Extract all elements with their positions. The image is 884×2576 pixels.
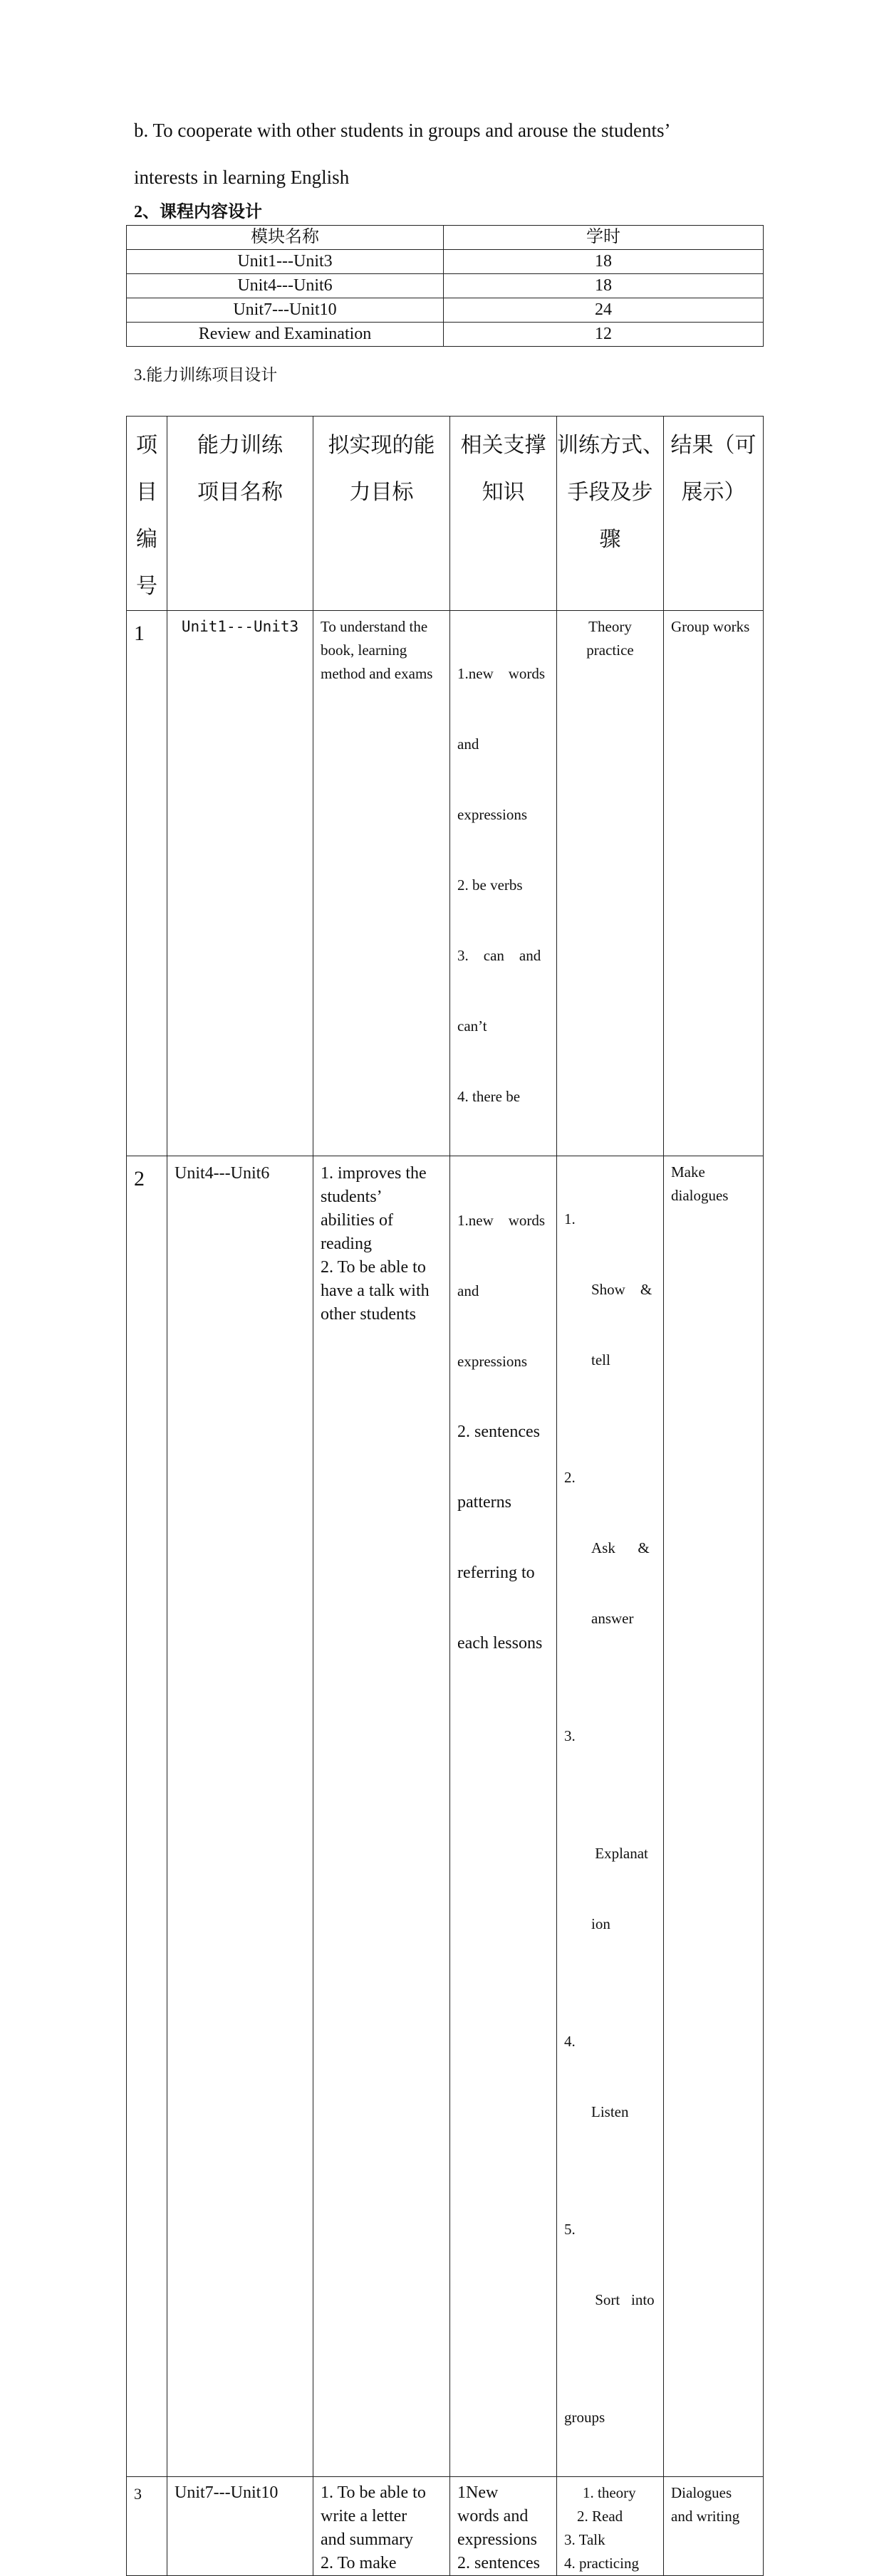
table-header-row xyxy=(127,226,764,250)
header-training-method xyxy=(557,417,664,611)
header-text: 编 xyxy=(136,528,157,551)
ability-goal xyxy=(313,1156,450,2477)
table-row xyxy=(127,250,764,274)
goal-line: To understand the xyxy=(321,618,428,635)
knowledge-line: expressions xyxy=(457,806,527,823)
header-text: 目 xyxy=(136,481,157,504)
goal-line: students’ xyxy=(321,1188,383,1206)
goal-line: abilities of xyxy=(321,1211,393,1230)
module-hours: 24 xyxy=(444,298,764,323)
table-row xyxy=(127,323,764,347)
knowledge-line: 2. sentences xyxy=(457,2554,540,2572)
result xyxy=(664,611,764,1156)
header-text: 手段及步 xyxy=(567,481,653,504)
module-name: Unit4---Unit6 xyxy=(127,274,444,298)
intro-line-1: b. To cooperate with other students in groups and arouse the students’ xyxy=(134,120,671,141)
header-text: 相关支撑 xyxy=(460,434,546,457)
method-line: practice xyxy=(586,642,634,659)
section-2-heading: 2、课程内容设计 xyxy=(134,203,262,221)
goal-line: have a talk with xyxy=(321,1282,430,1300)
header-text: 号 xyxy=(136,575,157,598)
goal-line: book, learning xyxy=(321,642,407,659)
header-text: 展示） xyxy=(681,481,746,504)
header-module-name: 模块名称 xyxy=(127,226,444,250)
knowledge-line: can’t xyxy=(457,1017,487,1035)
intro-line-2: interests in learning English xyxy=(134,167,350,188)
method-item-text: Show & xyxy=(591,1281,652,1298)
result-line: Dialogues xyxy=(671,2484,732,2501)
training-project-table xyxy=(126,416,764,2576)
project-name: Unit1---Unit3 xyxy=(167,611,313,1156)
goal-line: and summary xyxy=(321,2530,413,2549)
method-item-text: Listen xyxy=(591,2103,629,2120)
support-knowledge xyxy=(450,1156,557,2477)
knowledge-line: 1New xyxy=(457,2483,499,2502)
method-item xyxy=(564,1208,656,1419)
method-item-number: 4. xyxy=(564,2033,576,2050)
header-text: 结果（可 xyxy=(670,434,756,457)
method-item-number: 1. xyxy=(564,1210,576,1227)
knowledge-line: 1.new words xyxy=(457,665,546,682)
header-result xyxy=(664,417,764,611)
table-row xyxy=(127,298,764,323)
module-name: Unit1---Unit3 xyxy=(127,250,444,274)
knowledge-line: and xyxy=(457,1282,479,1299)
knowledge-line: 4. there be xyxy=(457,1088,521,1105)
method-item xyxy=(564,2030,656,2171)
goal-line: 2. To make xyxy=(321,2554,397,2572)
header-project-name xyxy=(167,417,313,611)
method-item-number: 2. xyxy=(564,1469,576,1486)
knowledge-line: and xyxy=(457,735,479,753)
goal-line: 1. To be able to xyxy=(321,2483,426,2502)
header-support-knowledge xyxy=(450,417,557,611)
result-line: dialogues xyxy=(671,1187,729,1204)
goal-line: method and exams xyxy=(321,665,433,682)
method-item-text: ion xyxy=(591,1915,610,1932)
method-item-number: 5. xyxy=(564,2221,576,2238)
module-hours: 18 xyxy=(444,250,764,274)
header-text: 知识 xyxy=(482,481,525,504)
method-line: 4. practicing xyxy=(564,2555,639,2572)
goal-line: other students xyxy=(321,1305,416,1324)
module-hours: 18 xyxy=(444,274,764,298)
module-name: Unit7---Unit10 xyxy=(127,298,444,323)
project-no: 2 xyxy=(127,1156,167,2477)
knowledge-line: 2. sentences xyxy=(457,1423,540,1441)
result-line: Make xyxy=(671,1163,705,1180)
support-knowledge xyxy=(450,2477,557,2576)
goal-line: reading xyxy=(321,1235,372,1253)
support-knowledge xyxy=(450,611,557,1156)
header-text: 拟实现的能 xyxy=(328,434,435,457)
header-text: 力目标 xyxy=(349,481,414,504)
result-line: Group works xyxy=(671,618,750,635)
table-row xyxy=(127,611,764,1156)
ability-goal xyxy=(313,2477,450,2576)
result-line: and writing xyxy=(671,2508,740,2525)
project-name: Unit4---Unit6 xyxy=(167,1156,313,2477)
knowledge-line: each lessons xyxy=(457,1634,543,1653)
table-header-row xyxy=(127,417,764,611)
knowledge-line: expressions xyxy=(457,2530,537,2549)
knowledge-line: 1.new words xyxy=(457,1212,546,1229)
method-item xyxy=(564,1724,656,1983)
method-item-text: answer xyxy=(591,1610,634,1627)
module-name: Review and Examination xyxy=(127,323,444,347)
method-item-text: Ask & xyxy=(591,1539,650,1556)
goal-line: write a letter xyxy=(321,2507,407,2525)
knowledge-line: 3. can and xyxy=(457,947,541,964)
header-text: 骤 xyxy=(599,528,621,551)
section-3-heading: 3.能力训练项目设计 xyxy=(134,366,278,384)
knowledge-line: expressions xyxy=(457,1353,527,1370)
goal-line: 1. improves the xyxy=(321,1164,427,1183)
method-tail: groups xyxy=(564,2409,605,2426)
training-method xyxy=(557,1156,664,2477)
table-row xyxy=(127,1156,764,2477)
result xyxy=(664,2477,764,2576)
header-hours: 学时 xyxy=(444,226,764,250)
method-line: 3. Talk xyxy=(564,2531,605,2548)
method-item xyxy=(564,2218,656,2359)
project-no: 1 xyxy=(127,611,167,1156)
training-method xyxy=(557,2477,664,2576)
method-line: 1. theory xyxy=(583,2484,636,2501)
header-ability-goal xyxy=(313,417,450,611)
knowledge-line: 2. be verbs xyxy=(457,876,523,894)
knowledge-line: patterns xyxy=(457,1493,511,1512)
knowledge-line: referring to xyxy=(457,1564,535,1582)
knowledge-line: words and xyxy=(457,2507,529,2525)
header-text: 训练方式、 xyxy=(557,434,664,457)
header-project-no xyxy=(127,417,167,611)
module-hours: 12 xyxy=(444,323,764,347)
course-content-table xyxy=(126,225,764,347)
result xyxy=(664,1156,764,2477)
method-line: 2. Read xyxy=(577,2508,623,2525)
method-item xyxy=(564,1466,656,1677)
method-item-text: Explanat xyxy=(591,1845,648,1862)
header-text: 项 xyxy=(136,434,157,457)
goal-line: 2. To be able to xyxy=(321,1258,426,1277)
table-row xyxy=(127,2477,764,2576)
method-item-text: tell xyxy=(591,1351,610,1368)
training-method xyxy=(557,611,664,1156)
table-row xyxy=(127,274,764,298)
ability-goal xyxy=(313,611,450,1156)
method-item-number: 3. xyxy=(564,1727,576,1744)
header-text: 能力训练 xyxy=(197,434,283,457)
project-name: Unit7---Unit10 xyxy=(167,2477,313,2576)
method-item-text: Sort into xyxy=(591,2291,655,2308)
header-text: 项目名称 xyxy=(197,481,283,504)
method-line: Theory xyxy=(588,618,632,635)
project-no: 3 xyxy=(127,2477,167,2576)
